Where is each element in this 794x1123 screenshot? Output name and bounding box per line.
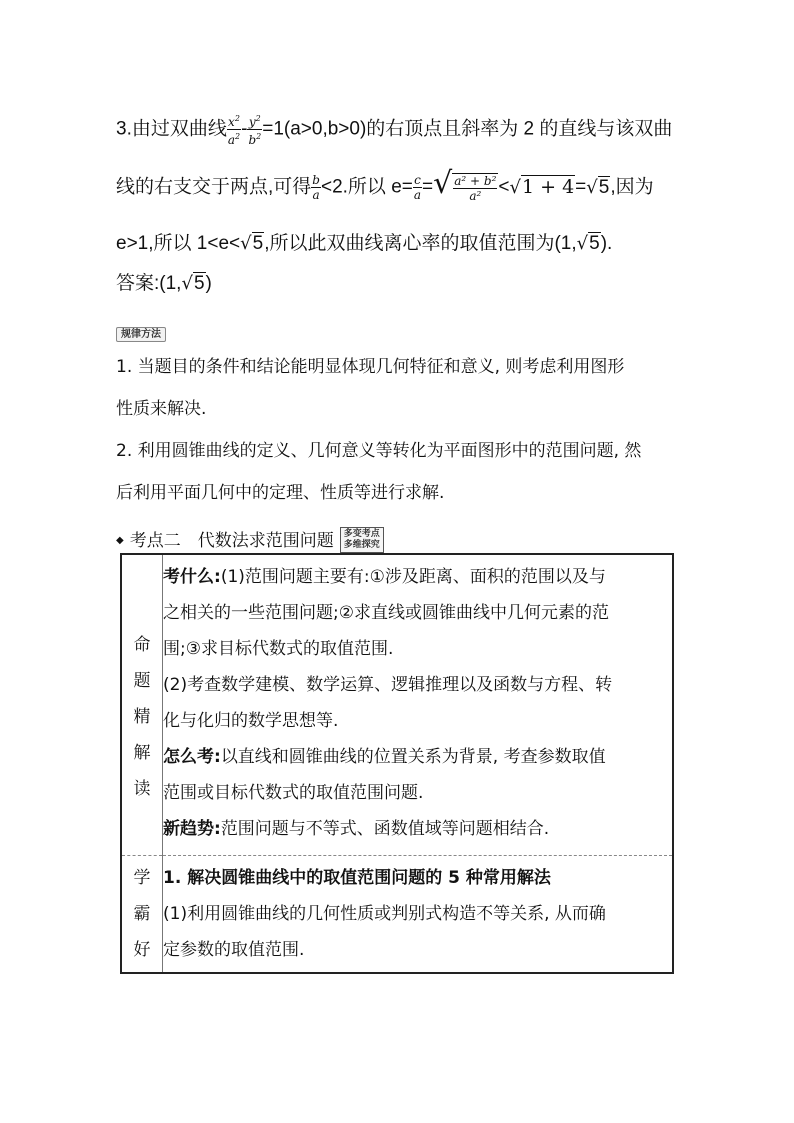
line-text: 定参数的取值范围. (163, 940, 305, 960)
side-label-char: 霸 (133, 904, 151, 924)
sqrt-5: √5 (586, 176, 610, 198)
diamond-bullet-icon: ◆ (116, 534, 124, 546)
list-item (163, 667, 672, 703)
list-item (163, 811, 672, 847)
list-item (163, 595, 672, 631)
method-p2-line-2: 后利用平面几何中的定理、性质等进行求解. (116, 483, 445, 503)
list-item (163, 703, 672, 739)
list-item (163, 860, 672, 896)
fraction-c-a: $\frac{c}{a}$ (413, 173, 422, 202)
solution-line-2: 线的右支交于两点,可得 $\frac{b}{a}$ <2.所以 e= $\frac{c}{a}$ =√ $\frac{\text{a² + b²}}{\text{a²}}$ <√1 + 4=√5,因为 (116, 166, 654, 203)
bold-lead: 考什么: (163, 567, 221, 587)
bold-lead: 怎么考: (163, 747, 221, 767)
sqrt-1-plus-4: √1 + 4 (509, 176, 575, 198)
sqrt-fraction: √ $\frac{\text{a² + b²}}{\text{a²}}$ (433, 166, 497, 203)
line-text: (2)考查数学建模、数学运算、逻辑推理以及函数与方程、转 (163, 675, 613, 695)
fraction-y2-b2: $\frac{y^2}{b^2}$ (248, 114, 262, 147)
list-item (163, 739, 672, 775)
bold-lead: 新趋势: (163, 819, 221, 839)
list-item (163, 932, 672, 968)
table-row (121, 554, 673, 856)
side-label-char: 命 (133, 635, 151, 655)
list-item (163, 631, 672, 667)
side-label-char: 解 (133, 743, 151, 763)
sqrt-5: √5 (576, 233, 600, 254)
table-row (121, 856, 673, 974)
answer-line: 答案:(1,√5) (116, 273, 212, 295)
section-title: 考点二 代数法求范围问题 (130, 526, 334, 554)
solution-line-1: 3.由过双曲线 $\frac{x^2}{a^2}$ - $\frac{y^2}{b^2}$ =1(a>0,b>0)的右顶点且斜率为 2 的直线与该双曲 (116, 114, 673, 147)
sqrt-5: √5 (181, 273, 205, 294)
solution-text: 3.由过双曲线 (116, 118, 227, 140)
row-1-content (163, 554, 674, 856)
fraction-b-a: $\frac{b}{a}$ (312, 173, 320, 202)
row-1-side-label (121, 554, 163, 856)
side-label-char: 精 (133, 707, 151, 727)
line-text: (1)利用圆锥曲线的几何性质或判别式构造不等关系, 从而确 (163, 904, 606, 924)
side-label-char: 题 (133, 671, 151, 691)
side-label-char: 好 (133, 940, 151, 960)
side-label-char: 学 (133, 868, 151, 888)
interpretation-table (120, 553, 674, 974)
bold-lead: 1. 解决圆锥曲线中的取值范围问题的 5 种常用解法 (163, 868, 551, 888)
line-text: 化与化归的数学思想等. (163, 711, 339, 731)
solution-line-3: e>1,所以 1<e<√5,所以此双曲线离心率的取值范围为(1,√5). (116, 233, 613, 255)
section-tag: 多变考点 多维探究 (340, 527, 384, 553)
line-text: 之相关的一些范围问题;②求直线或圆锥曲线中几何元素的范 (163, 603, 609, 623)
side-label-char: 读 (133, 779, 151, 799)
row-2-side-label (121, 856, 163, 974)
method-tag (116, 322, 166, 341)
line-text: 范围问题与不等式、函数值域等问题相结合. (220, 819, 550, 839)
list-item (163, 775, 672, 811)
method-tag-label: 规律方法 (116, 327, 166, 342)
sqrt-5: √5 (240, 233, 264, 254)
method-p1-line-2: 性质来解决. (116, 399, 207, 419)
line-text: (1)范围问题主要有:①涉及距离、面积的范围以及与 (220, 567, 606, 587)
fraction-x2-a2: $\frac{x^2}{a^2}$ (227, 114, 241, 147)
list-item (163, 896, 672, 932)
line-text: 范围或目标代数式的取值范围问题. (163, 783, 424, 803)
solution-text: =1(a>0,b>0)的右顶点且斜率为 2 的直线与该双曲 (262, 118, 673, 140)
section-header (116, 526, 384, 554)
line-text: 以直线和圆锥曲线的位置关系为背景, 考查参数取值 (220, 747, 606, 767)
method-p2-line-1: 2. 利用圆锥曲线的定义、几何意义等转化为平面图形中的范围问题, 然 (116, 441, 642, 461)
method-p1-line-1: 1. 当题目的条件和结论能明显体现几何特征和意义, 则考虑利用图形 (116, 357, 625, 377)
row-2-content (163, 856, 674, 974)
line-text: 围;③求目标代数式的取值范围. (163, 639, 394, 659)
list-item (163, 559, 672, 595)
